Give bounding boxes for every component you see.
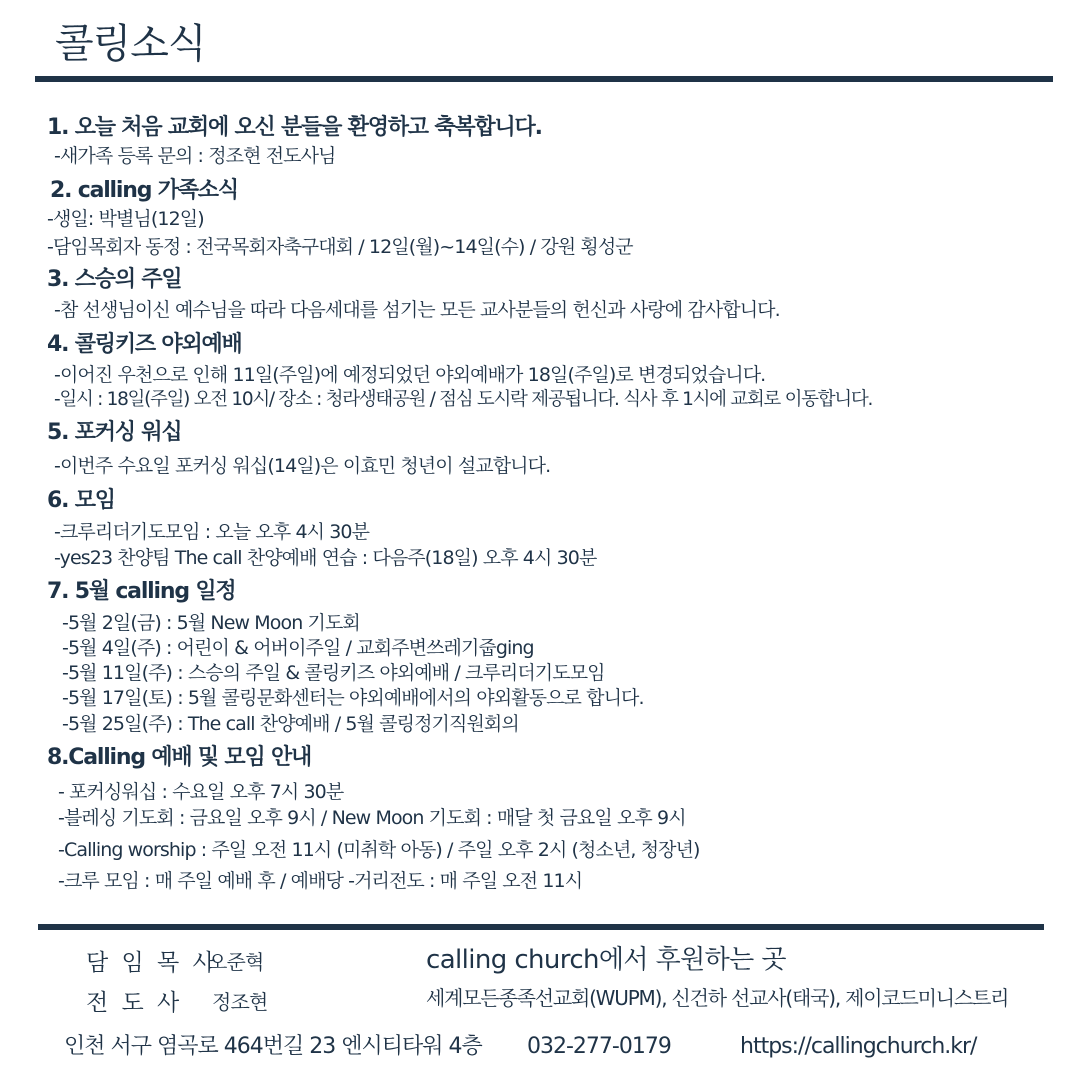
pastor-label: 담 임 목 사: [86, 950, 218, 976]
support-title: calling church에서 후원하는 곳: [426, 945, 786, 975]
section-line: -5월 25일(주) : The call 찬양예배 / 5월 콜링정기직원회의: [62, 713, 519, 735]
section-line: -담임목회자 동정 : 전국목회자축구대회 / 12일(월)~14일(수) / 강원 횡성군: [47, 236, 633, 258]
section-heading-1: 1. 오늘 처음 교회에 오신 분들을 환영하고 축복합니다.: [47, 115, 542, 140]
section-line: -일시 : 18일(주일) 오전 10시/ 장소 : 청라생태공원 / 점심 도시락 제공됩니다. 식사 후 1시에 교회로 이동합니다.: [54, 389, 873, 410]
section-line: -새가족 등록 문의 : 정조현 전도사님: [54, 145, 336, 167]
church-address: 인천 서구 염곡로 464번길 23 엔시티타워 4층: [64, 1034, 482, 1059]
church-phone: 032-277-0179: [527, 1034, 671, 1059]
section-line: -크루리더기도모임 : 오늘 오후 4시 30분: [54, 521, 370, 543]
section-line: -5월 2일(금) : 5월 New Moon 기도회: [62, 612, 360, 634]
support-list: 세계모든종족선교회(WUPM), 신건하 선교사(태국), 제이코드미니스트리: [426, 986, 1009, 1010]
bottom-divider: [38, 924, 1044, 930]
section-heading-4: 4. 콜링키즈 야외예배: [47, 332, 242, 357]
section-heading-2: 2. calling 가족소식: [50, 178, 238, 203]
section-line: -크루 모임 : 매 주일 예배 후 / 예배당 -거리전도 : 매 주일 오전 11시: [58, 870, 583, 892]
section-heading-3: 3. 스승의 주일: [47, 267, 182, 292]
section-line: -이번주 수요일 포커싱 워십(14일)은 이효민 청년이 설교합니다.: [54, 455, 551, 477]
section-line: -참 선생님이신 예수님을 따라 다음세대를 섬기는 모든 교사분들의 헌신과 사랑에 감사합니다.: [54, 299, 780, 321]
section-line: -5월 17일(토) : 5월 콜링문화센터는 야외예배에서의 야외활동으로 합니다.: [62, 687, 644, 709]
page-title: 콜링소식: [55, 21, 206, 67]
section-heading-5: 5. 포커싱 워십: [47, 420, 182, 445]
section-line: - 포커싱워십 : 수요일 오후 7시 30분: [58, 781, 344, 803]
section-line: -5월 11일(주) : 스승의 주일 & 콜링키즈 야외예배 / 크루리더기도모임: [62, 662, 605, 684]
section-line: -5월 4일(주) : 어린이 & 어버이주일 / 교회주변쓰레기줍ging: [62, 637, 534, 659]
section-heading-7: 7. 5월 calling 일정: [47, 579, 236, 604]
section-line: -yes23 찬양팀 The call 찬양예배 연습 : 다음주(18일) 오후 4시 30분: [54, 547, 597, 569]
section-line: -이어진 우천으로 인해 11일(주일)에 예정되었던 야외예배가 18일(주일)로 변경되었습니다.: [54, 364, 766, 386]
pastor-name: 오준혁: [208, 950, 264, 974]
evangelist-label: 전 도 사: [86, 990, 183, 1016]
section-line: -생일: 박별님(12일): [47, 208, 204, 230]
church-website-link[interactable]: https://callingchurch.kr/: [740, 1034, 977, 1059]
section-line: -블레싱 기도회 : 금요일 오후 9시 / New Moon 기도회 : 매달 첫 금요일 오후 9시: [58, 807, 686, 829]
section-heading-6: 6. 모임: [47, 488, 115, 513]
evangelist-name: 정조현: [212, 990, 268, 1014]
section-line: -Calling worship : 주일 오전 11시 (미취학 아동) / 주일 오후 2시 (청소년, 청장년): [58, 839, 700, 861]
top-divider: [35, 76, 1053, 82]
section-heading-8: 8.Calling 예배 및 모임 안내: [47, 745, 312, 770]
